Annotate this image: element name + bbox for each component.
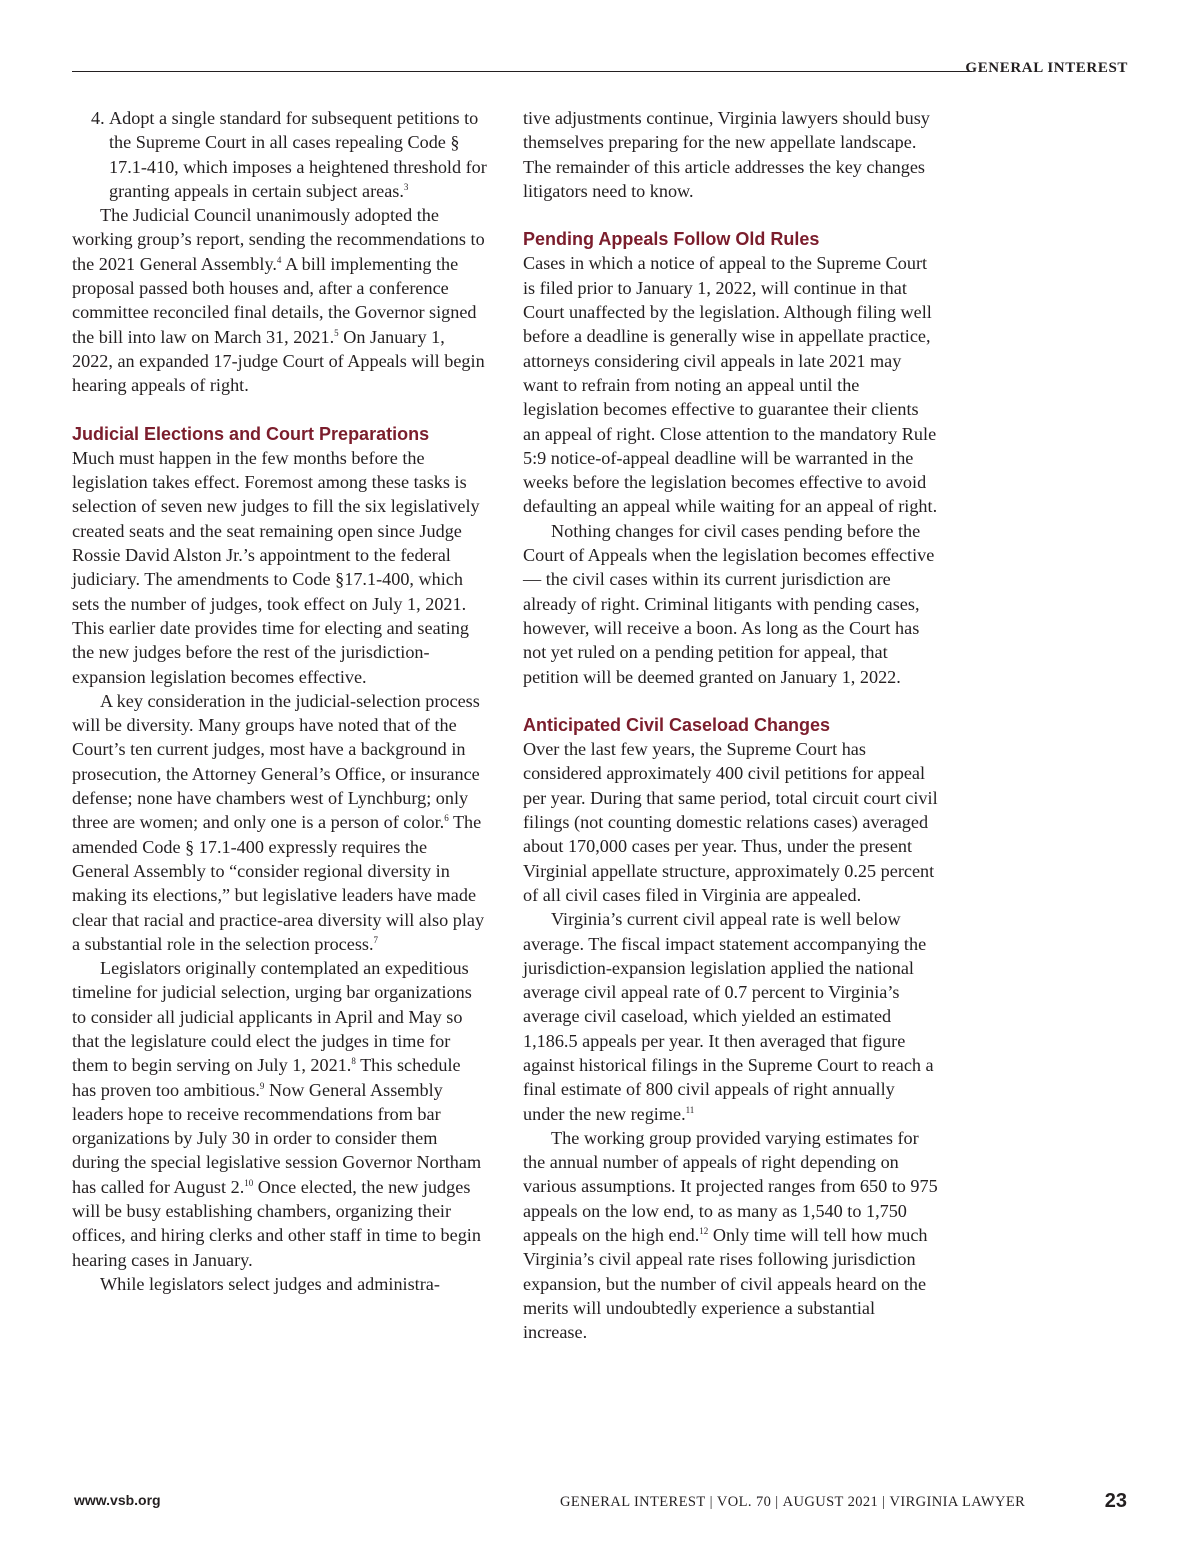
text-run: The Judicial Council unanimously adopted the working group’s report, sending the recommendations to the 2021 General Assembly. — [72, 205, 485, 274]
paragraph — [523, 907, 939, 1126]
paragraph — [523, 1126, 939, 1345]
section-heading: Anticipated Civil Caseload Changes — [523, 714, 831, 735]
list-text: Adopt a single standard for subsequent petitions to the Supreme Court in all cases repealing Code § 17.1-410, which imposes a heightened threshold for granting appeals in certain subject areas. — [109, 108, 487, 201]
paragraph — [72, 203, 488, 397]
footer-volume: VOL. 70 — [716, 1494, 772, 1510]
text-run: Only time will tell how much Virginia’s civil appeal rate rises following jurisdiction expansion, but the number of civil appeals heard on the merits will undoubtedly experience a substantial increase. — [523, 1225, 928, 1343]
paragraph — [72, 956, 488, 1272]
text-run: Virginia’s current civil appeal rate is well below average. The fiscal impact statement accompanying the jurisdiction-expansion legislation applied the national average civil appeal rate of 0.7 percent to Virginia’s average civil caseload, which yielded an estimated 1,186.5 appeals per year. It then averaged that figure against historical filings in the Supreme Court to reach a final estimate of 800 civil appeals of right annually under the new regime. — [523, 909, 934, 1124]
paragraph: While legislators select judges and administra- — [100, 1273, 440, 1294]
footnote-ref[interactable]: 8 — [351, 1056, 356, 1067]
text-run: The amended Code § 17.1-400 expressly requires the General Assembly to “consider regional diversity in making its elections,” but legislative leaders have made clear that racial and practice-area diversity will also play a substantial role in the selection process. — [72, 812, 485, 954]
text-run: On January 1, 2022, an expanded 17-judge Court of Appeals will begin hearing appeals of right. — [72, 326, 485, 396]
text-run: The working group provided varying estimates for the annual number of appeals of right depending on various assumptions. It projected ranges from 650 to 975 appeals on the low end, to as many as 1,540 to 1,750 appeals on the high end. — [523, 1127, 938, 1246]
paragraph: Over the last few years, the Supreme Court has considered approximately 400 civil petitions for appeal per year. During that same period, total circuit court civil filings (not counting domestic relations cases) averaged about 170,000 cases per year. Thus, under the present Virginial appellate structure, approximately 0.25 percent of all civil cases filed in Virginia are appealed. — [523, 739, 938, 905]
text-run: A key consideration in the judicial-selection process will be diversity. Many groups have noted that of the Court’s ten current judges, most have a background in prosecution, the Attorney General’s Office, or insurance defense; none have chambers west of Lynchburg; only three are women; and only one is a person of color. — [72, 690, 480, 833]
list-number: 4. — [91, 108, 105, 128]
section-heading: Judicial Elections and Court Preparations — [72, 423, 430, 444]
section-heading: Pending Appeals Follow Old Rules — [523, 229, 820, 250]
paragraph: Cases in which a notice of appeal to the Supreme Court is filed prior to January 1, 2022, will continue in that Court unaffected by the legislation. Although filing well before a deadline is generally wise in appellate practice, attorneys considering civil appeals in late 2021 may want to refrain from noting an appeal until the legislation becomes effective to guarantee their clients an appeal of right. Close attention to the mandatory Rule 5:9 notice-of-appeal deadline will be warranted in the weeks before the legislation becomes effective to avoid defaulting an appeal while waiting for an appeal of right. — [523, 253, 938, 517]
footnote-ref[interactable]: 3 — [403, 181, 409, 192]
page-number: 23 — [1104, 1490, 1127, 1512]
footer-running-title: GENERAL INTEREST | VOL. 70 | AUGUST 2021 | VIRGINIA LAWYER — [560, 1494, 1026, 1510]
footnote-ref[interactable]: 11 — [685, 1104, 695, 1115]
footnote-ref[interactable]: 6 — [444, 813, 449, 824]
text-run: Now General Assembly leaders hope to receive recommendations from bar organizations by July 30 in order to consider them during the special legislative session Governor Northam has called for August 2. — [72, 1079, 482, 1197]
footnote-ref[interactable]: 5 — [334, 327, 339, 338]
header-rule — [72, 71, 972, 72]
footer-date: AUGUST 2021 — [782, 1494, 879, 1510]
text-run: Once elected, the new judges will be busy establishing chambers, organizing their offices, and hiring clerks and other staff in time to begin hearing cases in January. — [72, 1176, 481, 1270]
footnote-ref[interactable]: 12 — [699, 1226, 709, 1236]
left-column — [72, 106, 488, 1296]
footer-section: GENERAL INTEREST — [560, 1494, 706, 1510]
footer-url[interactable]: www.vsb.org — [74, 1492, 161, 1508]
paragraph — [72, 689, 488, 956]
list-item — [72, 106, 488, 203]
right-column — [523, 106, 939, 1345]
text-run: This schedule has proven too ambitious. — [72, 1055, 461, 1100]
paragraph: Nothing changes for civil cases pending before the Court of Appeals when the legislation becomes effective — the civil cases within its current jurisdiction are already of right. Criminal litigants with pending cases, however, will receive a boon. As long as the Court has not yet ruled on a pending petition for appeal, that petition will be deemed granted on January 1, 2022. — [523, 520, 935, 687]
footnote-ref[interactable]: 4 — [276, 254, 282, 265]
section-label: GENERAL INTEREST — [965, 60, 1128, 76]
footnote-ref[interactable]: 9 — [259, 1080, 265, 1091]
footer-publication: VIRGINIA LAWYER — [889, 1494, 1026, 1510]
text-run: A bill implementing the proposal passed both houses and, after a conference committee reconciled final details, the Governor signed the bill into law on March 31, 2021. — [72, 253, 477, 347]
footnote-ref[interactable]: 10 — [244, 1177, 254, 1188]
text-run: Legislators originally contemplated an expeditious timeline for judicial selection, urging bar organizations to consider all judicial applicants in April and May so that the legislature could elect the judges in time for them to begin serving on July 1, 2021. — [72, 958, 472, 1076]
footnote-ref[interactable]: 7 — [373, 934, 379, 945]
paragraph: Much must happen in the few months before the legislation takes effect. Foremost among these tasks is selection of seven new judges to fill the six legislatively created seats and the seat remaining open since Judge Rossie David Alston Jr.’s appointment to the federal judiciary. The amendments to Code §17.1-400, which sets the number of judges, took effect on July 1, 2021. This earlier date provides time for electing and seating the new judges before the rest of the jurisdiction-expansion legislation becomes effective. — [72, 447, 480, 687]
paragraph: tive adjustments continue, Virginia lawyers should busy themselves preparing for the new appellate landscape. The remainder of this article addresses the key changes litigators need to know. — [523, 108, 930, 201]
